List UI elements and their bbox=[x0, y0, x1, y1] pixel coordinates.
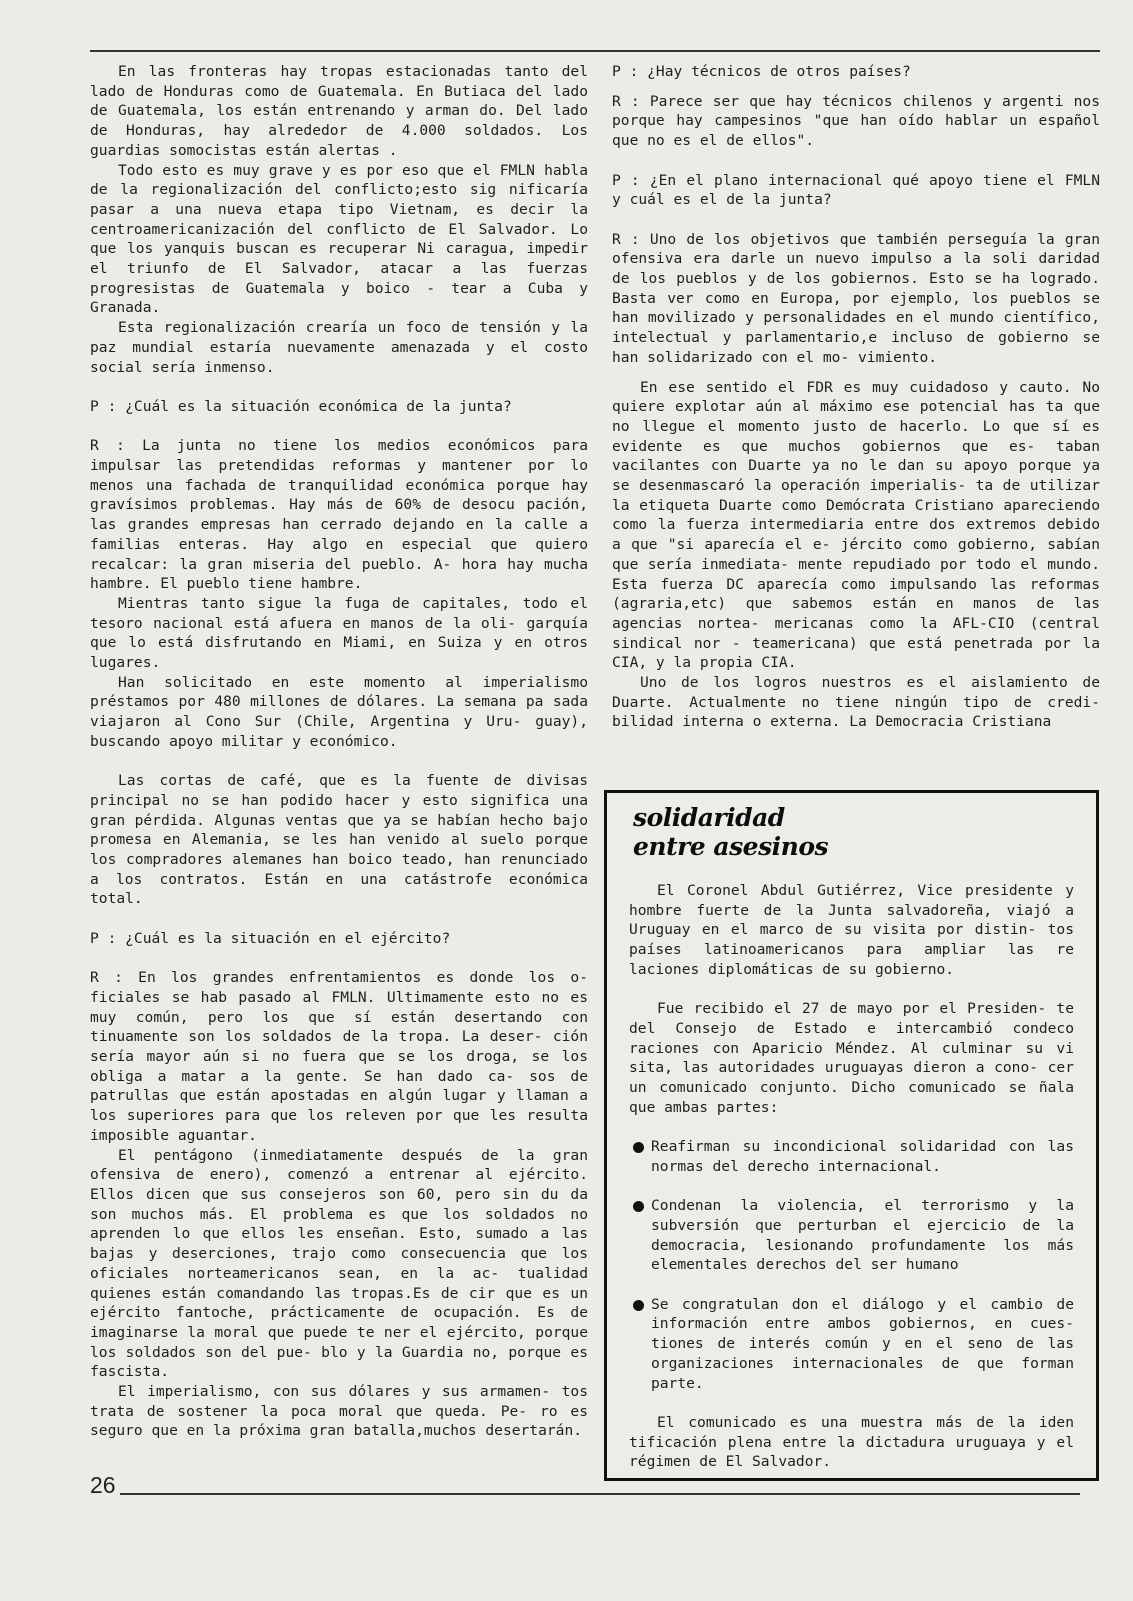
paragraph-gap bbox=[90, 417, 588, 437]
paragraph-gap bbox=[612, 368, 1100, 378]
paragraph: R : La junta no tiene los medios económicos para impulsar las pretendidas reformas y mantener por lo menos una fachada de tranquilidad económica porque hay gravísimos problemas. Hay más de 60% de desocu pación, las grandes empresas han cerrado dejando en la calle a familias enteras. Hay algo en especial que quiero recalcar: la gran miseria del pueblo. A- hora hay mucha hambre. El pueblo tiene hambre. bbox=[90, 437, 588, 593]
paragraph: P : ¿Hay técnicos de otros países? bbox=[612, 63, 911, 80]
right-column bbox=[612, 62, 1100, 732]
paragraph-gap bbox=[612, 151, 1100, 171]
paragraph: R : Uno de los objetivos que también perseguía la gran ofensiva era darle un nuevo impulso a la soli daridad de los pueblos y de los gobiernos. Esto se ha logrado. Basta ver como en Europa, por ejemplo, los pueblos se han movilizado y personalidades en el mundo científico, intelectual y parlamentario,e incluso de gobierno se han solidarizado con el mo- vimiento. bbox=[612, 230, 1100, 366]
paragraph: Las cortas de café, que es la fuente de divisas principal no se han podido hacer y esto significa una gran pérdida. Algunas ventas que ya se habían hecho bajo promesa en Alemania, se les han venido al suelo porque los compradores alemanes han boico teado, han renunciado a los contratos. Están en una catástrofe económica total. bbox=[90, 772, 588, 908]
paragraph: Uno de los logros nuestros es el aislamiento de Duarte. Actualmente no tiene ningún tipo de credi- bilidad interna o externa. La Democracia Cristiana bbox=[612, 674, 1100, 731]
paragraph-gap bbox=[612, 82, 1100, 92]
box-paragraph: Fue recibido el 27 de mayo por el Presiden- te del Consejo de Estado e intercambió condeco raciones con Aparicio Méndez. Al culminar su vi sita, las autoridades uruguayas dieron a cono- cer un comunicado conjunto. Dicho comunicado se ñala que ambas partes: bbox=[629, 1000, 1074, 1116]
paragraph-gap bbox=[90, 949, 588, 969]
paragraph: P : ¿En el plano internacional qué apoyo tiene el FMLN y cuál es el de la junta? bbox=[612, 171, 1100, 209]
paragraph: En ese sentido el FDR es muy cuidadoso y cauto. No quiere explotar aún al máximo ese potencial has ta que no llegue el momento justo de hacerlo. Lo que sí es evidente es que muchos gobiernos que es- taban vacilantes con Duarte ya no le dan su apoyo porque ya se desenmascaró la operación imperialis- ta de utilizar la etiqueta Duarte como Demócrata Cristiano apareciendo como la fuerza intermediaria entre dos extremos debido a que "si aparecía el e- jército como gobierno, sabían que sería inmediata- mente repudiado por todo el mundo. Esta fuerza DC aparecía como impulsando las reformas (agraria,etc) que sabemos están en manos de las agencias nortea- mericanas como la AFL-CIO (central sindical nor - teamericana) que está penetrada por la CIA, y la propia CIA. bbox=[612, 378, 1100, 672]
paragraph: Todo esto es muy grave y es por eso que el FMLN habla de la regionalización del conflicto;esto sig nificaría pasar a una nueva etapa tipo Vietnam, es decir la centroamericanización del conflicto de El Salvador. Lo que los yanquis buscan es recuperar Ni caragua, impedir el triunfo de El Salvador, atacar a las fuerzas progresistas de Guatemala y boico - tear a Cuba y Granada. bbox=[90, 161, 588, 317]
paragraph: El pentágono (inmediatamente después de la gran ofensiva de enero), comenzó a entrenar al ejército. Ellos dicen que sus consejeros son 60, pero sin du da son muchos más. El problema es que los soldados no aprenden lo que ellos les enseñan. Esto, sumado a las bajas y deserciones, trajo como consecuencia que los oficiales norteamericanos sean, en la ac- tualidad quienes están comandando las tropas.Es de cir que es un ejército fantoche, prácticamente de ocupación. Es de imaginarse la moral que puede te ner el ejército, porque los soldados son del pue- blo y la Guardia no, porque es fascista. bbox=[90, 1146, 588, 1381]
paragraph-gap bbox=[90, 752, 588, 772]
box-bullet-text: Condenan la violencia, el terrorismo y la subversión que perturban el ejercicio de la democracia, lesionando profundamente los más elementales derechos del ser humano bbox=[651, 1197, 1074, 1274]
sidebar-box bbox=[604, 790, 1099, 1481]
box-bullet bbox=[629, 1295, 1074, 1394]
box-bullet bbox=[629, 1196, 1074, 1275]
paragraph: P : ¿Cuál es la situación económica de la junta? bbox=[90, 397, 512, 415]
paragraph-gap bbox=[90, 377, 588, 397]
paragraph: Mientras tanto sigue la fuga de capitales, todo el tesoro nacional está afuera en manos de la oli- garquía que lo está disfrutando en Miami, en Suiza y en otros lugares. bbox=[90, 594, 588, 672]
paragraph: Han solicitado en este momento al imperialismo préstamos por 480 millones de dólares. La semana pa sada viajaron al Cono Sur (Chile, Argentina y Uru- guay), buscando apoyo militar y económico. bbox=[90, 673, 588, 750]
paragraph: Esta regionalización crearía un foco de tensión y la paz mundial estaría nuevamente amenazada y el costo social sería inmenso. bbox=[90, 319, 588, 376]
bullet-icon bbox=[633, 1300, 644, 1311]
box-title-line-2: entre asesinos bbox=[633, 832, 829, 861]
box-paragraph: El comunicado es una muestra más de la iden tificación plena entre la dictadura uruguaya y el régimen de El Salvador. bbox=[629, 1413, 1074, 1471]
box-bullet-text: Se congratulan don el diálogo y el cambio de información entre ambos gobiernos, en cues- tiones de interés común y en el seno de las organizaciones internacionales de que forman parte. bbox=[651, 1295, 1074, 1392]
box-bullet-text: Reafirman su incondicional solidaridad con las normas del derecho internacional. bbox=[651, 1138, 1074, 1175]
box-title bbox=[633, 803, 1074, 861]
box-paragraph: El Coronel Abdul Gutiérrez, Vice presidente y hombre fuerte de la Junta salvadoreña, viajó a Uruguay en el marco de su visita por distin- tos países latinoamericanos para ampliar las re laciones diplomáticas de su gobierno. bbox=[629, 882, 1074, 978]
paragraph: R : Parece ser que hay técnicos chilenos y argenti nos porque hay campesinos "que han oído hablar un español que no es el de ellos". bbox=[612, 92, 1100, 150]
paragraph: En las fronteras hay tropas estacionadas tanto del lado de Honduras como de Guatemala. En Butiaca del lado de Guatemala, los están entrenando y arman do. Del lado de Honduras, hay alrededor de 4.000 soldados. Los guardias somocistas están alertas . bbox=[90, 63, 588, 159]
bullet-icon bbox=[633, 1142, 644, 1153]
paragraph: R : En los grandes enfrentamientos es donde los o- ficiales se hab pasado al FMLN. Ultimamente esto no es muy común, pero los que sí están desertando con tinuamente son los soldados de la tropa. La deser- ción sería mayor aún si no fuera que se los droga, se los obliga a matar a la gente. Se han dado ca- sos de patrullas que están apostadas en algún lugar y llaman a los superiores para que los releven por que les resulta imposible aguantar. bbox=[90, 969, 588, 1144]
paragraph: El imperialismo, con sus dólares y sus armamen- tos trata de sostener la poca moral que queda. Pe- ro es seguro que en la próxima gran batalla,muchos desertarán. bbox=[90, 1383, 588, 1440]
bottom-rule bbox=[120, 1493, 1080, 1495]
left-column bbox=[90, 62, 588, 1441]
box-title-line-1: solidaridad bbox=[633, 803, 785, 832]
box-bullet bbox=[629, 1137, 1074, 1176]
top-rule bbox=[90, 50, 1100, 52]
paragraph-gap bbox=[612, 210, 1100, 230]
paragraph-gap bbox=[90, 909, 588, 929]
bullet-icon bbox=[633, 1201, 644, 1212]
paragraph: P : ¿Cuál es la situación en el ejército? bbox=[90, 929, 451, 947]
page-number: 26 bbox=[90, 1472, 116, 1498]
